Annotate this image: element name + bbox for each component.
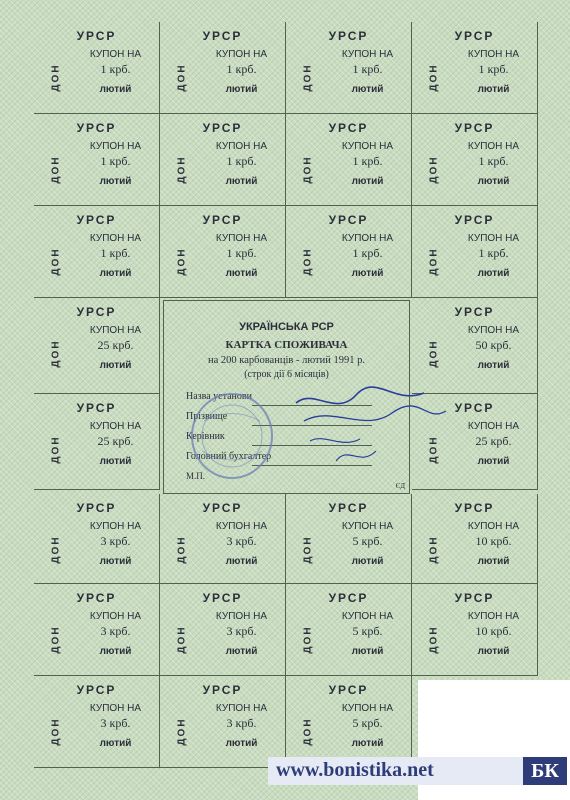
coupon-r4c1 (34, 298, 160, 394)
coupon-amount: 5 крб. (352, 716, 383, 730)
coupon-side-label: ДОН (50, 63, 62, 92)
coupon-r1c2 (160, 22, 286, 114)
coupon-amount: 1 крб. (352, 154, 383, 168)
watermark-logo: БК (523, 757, 567, 785)
coupon-header: УРСР (454, 501, 495, 515)
coupon-header: УРСР (202, 29, 243, 43)
coupon-header: УРСР (202, 121, 243, 135)
coupon-r3c3 (286, 206, 412, 298)
coupon-title: КУПОН НА (89, 521, 142, 532)
coupon-amount: 3 крб. (100, 534, 131, 548)
coupon-header: УРСР (328, 121, 369, 135)
watermark-bar (268, 757, 523, 785)
coupon-title: КУПОН НА (89, 325, 142, 336)
coupon-side-label: ДОН (50, 625, 62, 654)
coupon-amount: 10 крб. (475, 624, 512, 638)
coupon-amount: 1 крб. (478, 246, 509, 260)
coupon-r8c3 (286, 676, 412, 768)
coupon-month: лютий (225, 646, 258, 657)
coupon-header: УРСР (202, 213, 243, 227)
coupon-title: КУПОН НА (467, 325, 520, 336)
coupon-month: лютий (99, 84, 132, 95)
coupon-side-label: ДОН (50, 339, 62, 368)
coupon-title: КУПОН НА (215, 703, 268, 714)
coupon-r6c4 (412, 494, 538, 584)
coupon-header: УРСР (202, 591, 243, 605)
coupon-title: КУПОН НА (467, 49, 520, 60)
card-validity: (строк дії 6 місяців) (244, 369, 329, 380)
coupon-header: УРСР (76, 29, 117, 43)
coupon-header: УРСР (76, 501, 117, 515)
coupon-side-label: ДОН (428, 247, 440, 276)
coupon-amount: 3 крб. (100, 624, 131, 638)
coupon-amount: 5 крб. (352, 624, 383, 638)
coupon-amount: 3 крб. (100, 716, 131, 730)
coupon-r3c4 (412, 206, 538, 298)
coupon-side-label: ДОН (428, 339, 440, 368)
coupon-month: лютий (351, 646, 384, 657)
coupon-month: лютий (477, 556, 510, 567)
coupon-title: КУПОН НА (215, 49, 268, 60)
coupon-r7c1 (34, 584, 160, 676)
coupon-side-label: ДОН (50, 435, 62, 464)
coupon-r2c3 (286, 114, 412, 206)
coupon-amount: 1 крб. (226, 62, 257, 76)
coupon-title: КУПОН НА (89, 233, 142, 244)
coupon-title: КУПОН НА (215, 141, 268, 152)
coupon-title: КУПОН НА (467, 611, 520, 622)
coupon-header: УРСР (328, 501, 369, 515)
coupon-amount: 5 крб. (352, 534, 383, 548)
coupon-r6c2 (160, 494, 286, 584)
coupon-month: лютий (99, 268, 132, 279)
printer-code: ЄД (395, 482, 405, 490)
stamp-place-label: М.П. (186, 471, 206, 481)
consumer-card (163, 300, 410, 494)
coupon-month: лютий (99, 456, 132, 467)
coupon-header: УРСР (328, 213, 369, 227)
coupon-side-label: ДОН (176, 63, 188, 92)
coupon-month: лютий (477, 646, 510, 657)
coupon-month: лютий (477, 456, 510, 467)
handwritten-signature (284, 383, 454, 473)
coupon-month: лютий (351, 738, 384, 749)
coupon-title: КУПОН НА (467, 233, 520, 244)
coupon-header: УРСР (454, 213, 495, 227)
coupon-side-label: ДОН (302, 625, 314, 654)
coupon-amount: 1 крб. (226, 246, 257, 260)
card-subtitle: КАРТКА СПОЖИВАЧА (225, 339, 348, 351)
field-surname-label: Прізвище (186, 411, 228, 422)
coupon-title: КУПОН НА (341, 521, 394, 532)
coupon-amount: 25 крб. (475, 434, 512, 448)
coupon-title: КУПОН НА (215, 233, 268, 244)
coupon-title: КУПОН НА (341, 141, 394, 152)
coupon-header: УРСР (202, 501, 243, 515)
coupon-title: КУПОН НА (89, 703, 142, 714)
coupon-side-label: ДОН (50, 247, 62, 276)
coupon-month: лютий (477, 268, 510, 279)
coupon-header: УРСР (454, 401, 495, 415)
coupon-month: лютий (225, 84, 258, 95)
coupon-title: КУПОН НА (467, 141, 520, 152)
coupon-month: лютий (225, 176, 258, 187)
coupon-header: УРСР (454, 305, 495, 319)
coupon-r8c1 (34, 676, 160, 768)
coupon-title: КУПОН НА (341, 49, 394, 60)
coupon-month: лютий (99, 360, 132, 371)
coupon-amount: 1 крб. (100, 62, 131, 76)
coupon-side-label: ДОН (50, 155, 62, 184)
coupon-header: УРСР (202, 683, 243, 697)
coupon-amount: 1 крб. (100, 246, 131, 260)
coupon-r7c3 (286, 584, 412, 676)
coupon-month: лютий (477, 360, 510, 371)
card-title: УКРАЇНСЬКА РСР (239, 321, 334, 333)
coupon-r1c1 (34, 22, 160, 114)
coupon-side-label: ДОН (176, 155, 188, 184)
coupon-r2c2 (160, 114, 286, 206)
coupon-side-label: ДОН (428, 435, 440, 464)
coupon-title: КУПОН НА (341, 611, 394, 622)
coupon-amount: 50 крб. (475, 338, 512, 352)
coupon-amount: 1 крб. (478, 154, 509, 168)
field-head-label: Керівник (186, 431, 225, 442)
coupon-header: УРСР (328, 29, 369, 43)
coupon-side-label: ДОН (428, 63, 440, 92)
coupon-r6c3 (286, 494, 412, 584)
coupon-header: УРСР (76, 401, 117, 415)
coupon-month: лютий (225, 268, 258, 279)
stamp-seal (172, 381, 292, 491)
coupon-amount: 3 крб. (226, 716, 257, 730)
coupon-side-label: ДОН (428, 535, 440, 564)
coupon-title: КУПОН НА (89, 421, 142, 432)
card-amount-line: на 200 карбованців - лютий 1991 р. (208, 355, 365, 366)
coupon-month: лютий (99, 738, 132, 749)
coupon-r6c1 (34, 494, 160, 584)
coupon-month: лютий (99, 646, 132, 657)
coupon-header: УРСР (454, 591, 495, 605)
coupon-month: лютий (99, 176, 132, 187)
coupon-side-label: ДОН (428, 155, 440, 184)
coupon-side-label: ДОН (302, 535, 314, 564)
coupon-r7c4 (412, 584, 538, 676)
field-accountant-label: Головний бухгалтер (186, 451, 272, 462)
coupon-side-label: ДОН (302, 717, 314, 746)
coupon-r4c4 (412, 298, 538, 394)
coupon-month: лютий (351, 84, 384, 95)
coupon-month: лютий (477, 84, 510, 95)
coupon-side-label: ДОН (302, 247, 314, 276)
coupon-header: УРСР (454, 121, 495, 135)
coupon-amount: 3 крб. (226, 534, 257, 548)
coupon-header: УРСР (328, 683, 369, 697)
coupon-amount: 1 крб. (226, 154, 257, 168)
coupon-title: КУПОН НА (467, 421, 520, 432)
coupon-r3c2 (160, 206, 286, 298)
coupon-title: КУПОН НА (89, 49, 142, 60)
coupon-header: УРСР (76, 121, 117, 135)
coupon-month: лютий (225, 556, 258, 567)
coupon-side-label: ДОН (302, 155, 314, 184)
coupon-side-label: ДОН (428, 625, 440, 654)
coupon-r1c3 (286, 22, 412, 114)
coupon-r2c4 (412, 114, 538, 206)
coupon-title: КУПОН НА (467, 521, 520, 532)
coupon-amount: 1 крб. (478, 62, 509, 76)
coupon-month: лютий (99, 556, 132, 567)
coupon-amount: 25 крб. (97, 434, 134, 448)
coupon-header: УРСР (328, 591, 369, 605)
coupon-title: КУПОН НА (215, 521, 268, 532)
coupon-title: КУПОН НА (89, 141, 142, 152)
coupon-side-label: ДОН (176, 717, 188, 746)
coupon-header: УРСР (76, 213, 117, 227)
coupon-r8c2 (160, 676, 286, 768)
coupon-amount: 1 крб. (100, 154, 131, 168)
coupon-amount: 1 крб. (352, 246, 383, 260)
coupon-header: УРСР (454, 29, 495, 43)
coupon-amount: 1 крб. (352, 62, 383, 76)
coupon-header: УРСР (76, 305, 117, 319)
coupon-side-label: ДОН (50, 535, 62, 564)
coupon-r2c1 (34, 114, 160, 206)
watermark-text: www.bonistika.net (276, 759, 434, 781)
coupon-amount: 3 крб. (226, 624, 257, 638)
coupon-side-label: ДОН (302, 63, 314, 92)
coupon-side-label: ДОН (50, 717, 62, 746)
coupon-side-label: ДОН (176, 535, 188, 564)
coupon-month: лютий (351, 268, 384, 279)
coupon-month: лютий (225, 738, 258, 749)
coupon-amount: 25 крб. (97, 338, 134, 352)
coupon-r7c2 (160, 584, 286, 676)
field-organization-label: Назва установи (186, 391, 252, 402)
coupon-title: КУПОН НА (89, 611, 142, 622)
coupon-amount: 10 крб. (475, 534, 512, 548)
coupon-month: лютий (477, 176, 510, 187)
coupon-side-label: ДОН (176, 625, 188, 654)
coupon-side-label: ДОН (176, 247, 188, 276)
coupon-title: КУПОН НА (215, 611, 268, 622)
coupon-r5c1 (34, 394, 160, 490)
coupon-title: КУПОН НА (341, 703, 394, 714)
coupon-r1c4 (412, 22, 538, 114)
coupon-header: УРСР (76, 591, 117, 605)
coupon-title: КУПОН НА (341, 233, 394, 244)
coupon-month: лютий (351, 556, 384, 567)
coupon-header: УРСР (76, 683, 117, 697)
coupon-r3c1 (34, 206, 160, 298)
coupon-month: лютий (351, 176, 384, 187)
